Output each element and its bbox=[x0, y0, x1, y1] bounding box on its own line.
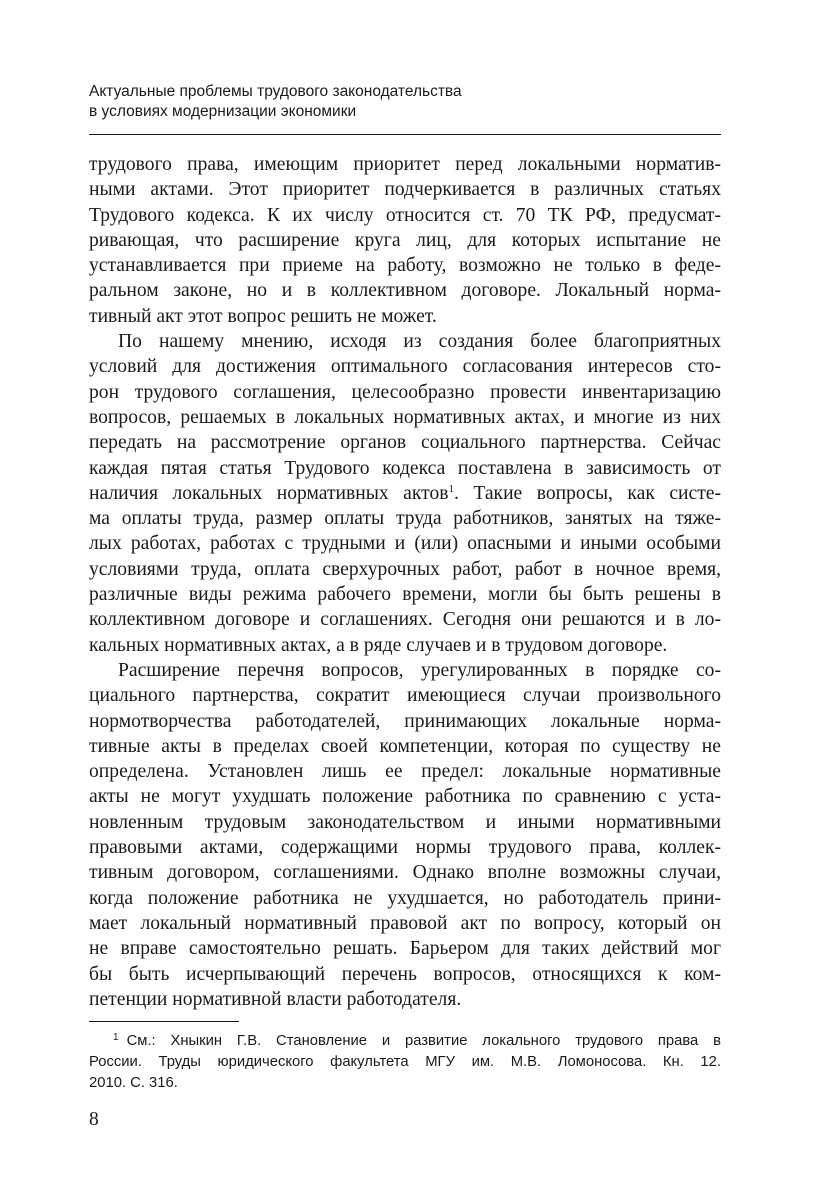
text-line: мает локальный нормативный правовой акт по вопросу, который он bbox=[89, 912, 721, 934]
text-line: условий для достижения оптимального согласования интересов сто- bbox=[89, 356, 721, 378]
footnote bbox=[89, 1031, 721, 1094]
text-line: устанавливается при приеме на работу, возможно не только в феде- bbox=[89, 255, 721, 277]
paragraph-2 bbox=[89, 329, 721, 658]
text-line: кальных нормативных актах, а в ряде случаев и в трудовом договоре. bbox=[89, 634, 668, 656]
main-text bbox=[89, 152, 721, 1012]
text-line: коллективном договоре и соглашениях. Сегодня они решаются и в ло- bbox=[89, 609, 721, 631]
paragraph-1 bbox=[89, 152, 721, 329]
text-line: ривающая, что расширение круга лиц, для которых испытание не bbox=[89, 229, 721, 251]
text-fragment: . Такие вопросы, как систе- bbox=[454, 482, 721, 504]
text-line: новленным трудовым законодательством и иными нормативными bbox=[89, 811, 721, 833]
text-line: условиями труда, оплата сверхурочных работ, работ в ночное время, bbox=[89, 558, 721, 580]
running-head bbox=[89, 82, 729, 122]
running-head-line-1: Актуальные проблемы трудового законодательства bbox=[89, 83, 462, 100]
text-line: передать на рассмотрение органов социального партнерства. Сейчас bbox=[89, 432, 721, 454]
text-line: акты не могут ухудшать положение работника по сравнению с уста- bbox=[89, 786, 721, 808]
text-line: тивный акт этот вопрос решить не может. bbox=[89, 305, 437, 327]
footnote-text: См.: Хныкин Г.В. Становление и развитие локального трудового права в bbox=[126, 1033, 721, 1049]
text-fragment: наличия локальных нормативных актов bbox=[89, 482, 449, 504]
text-line: каждая пятая статья Трудового кодекса поставлена в зависимость от bbox=[89, 457, 721, 479]
running-head-line-2: в условиях модернизации экономики bbox=[89, 103, 357, 120]
header-divider bbox=[89, 134, 721, 135]
text-line: Расширение перечня вопросов, урегулированных в порядке со- bbox=[118, 659, 721, 681]
text-line: тивным договором, соглашениями. Однако вполне возможны случаи, bbox=[89, 862, 721, 884]
text-line: ма оплаты труда, размер оплаты труда работников, занятых на тяже- bbox=[89, 508, 721, 530]
paragraph-3 bbox=[89, 658, 721, 1012]
footnote-reference: 1 bbox=[448, 482, 454, 495]
footnote-line: России. Труды юридического факультета МГУ им. М.В. Ломоносова. Кн. 12. bbox=[89, 1054, 721, 1070]
footnote-line: 2010. С. 316. bbox=[89, 1075, 178, 1091]
footnote-mark: 1 bbox=[113, 1032, 119, 1043]
text-line: тивные акты в пределах своей компетенции, которая по существу не bbox=[89, 735, 721, 757]
footnote-divider bbox=[89, 1021, 239, 1022]
text-line-with-footnote-ref bbox=[89, 481, 721, 506]
text-line: петенции нормативной власти работодателя. bbox=[89, 988, 462, 1010]
text-line: не вправе самостоятельно решать. Барьером для таких действий мог bbox=[89, 938, 721, 960]
text-line: циального партнерства, сократит имеющиеся случаи произвольного bbox=[89, 685, 721, 707]
text-line: нормотворчества работодателей, принимающих локальные норма- bbox=[89, 710, 721, 732]
text-line: трудового права, имеющим приоритет перед локальными норматив- bbox=[89, 154, 721, 175]
text-line: ральном законе, но и в коллективном договоре. Локальный норма- bbox=[89, 280, 721, 302]
text-line: вопросов, решаемых в локальных нормативных актах, и многие из них bbox=[89, 406, 721, 428]
footnote-line bbox=[89, 1031, 721, 1052]
text-line: рон трудового соглашения, целесообразно провести инвентаризацию bbox=[89, 381, 721, 403]
text-line: ными актами. Этот приоритет подчеркивается в различных статьях bbox=[89, 179, 721, 201]
text-line: различные виды режима рабочего времени, могли бы быть решены в bbox=[89, 584, 721, 606]
text-line: Трудового кодекса. К их числу относится ст. 70 ТК РФ, предусмат- bbox=[89, 204, 721, 226]
text-line: По нашему мнению, исходя из создания более благоприятных bbox=[118, 331, 721, 353]
page-number: 8 bbox=[89, 1109, 99, 1130]
text-line: лых работах, работах с трудными и (или) опасными и иными особыми bbox=[89, 533, 721, 555]
text-line: правовыми актами, содержащими нормы трудового права, коллек- bbox=[89, 837, 721, 859]
text-line: бы быть исчерпывающий перечень вопросов, относящихся к ком- bbox=[89, 963, 721, 985]
text-line: определена. Установлен лишь ее предел: локальные нормативные bbox=[89, 761, 721, 783]
text-line: когда положение работника не ухудшается, но работодатель прини- bbox=[89, 887, 721, 909]
